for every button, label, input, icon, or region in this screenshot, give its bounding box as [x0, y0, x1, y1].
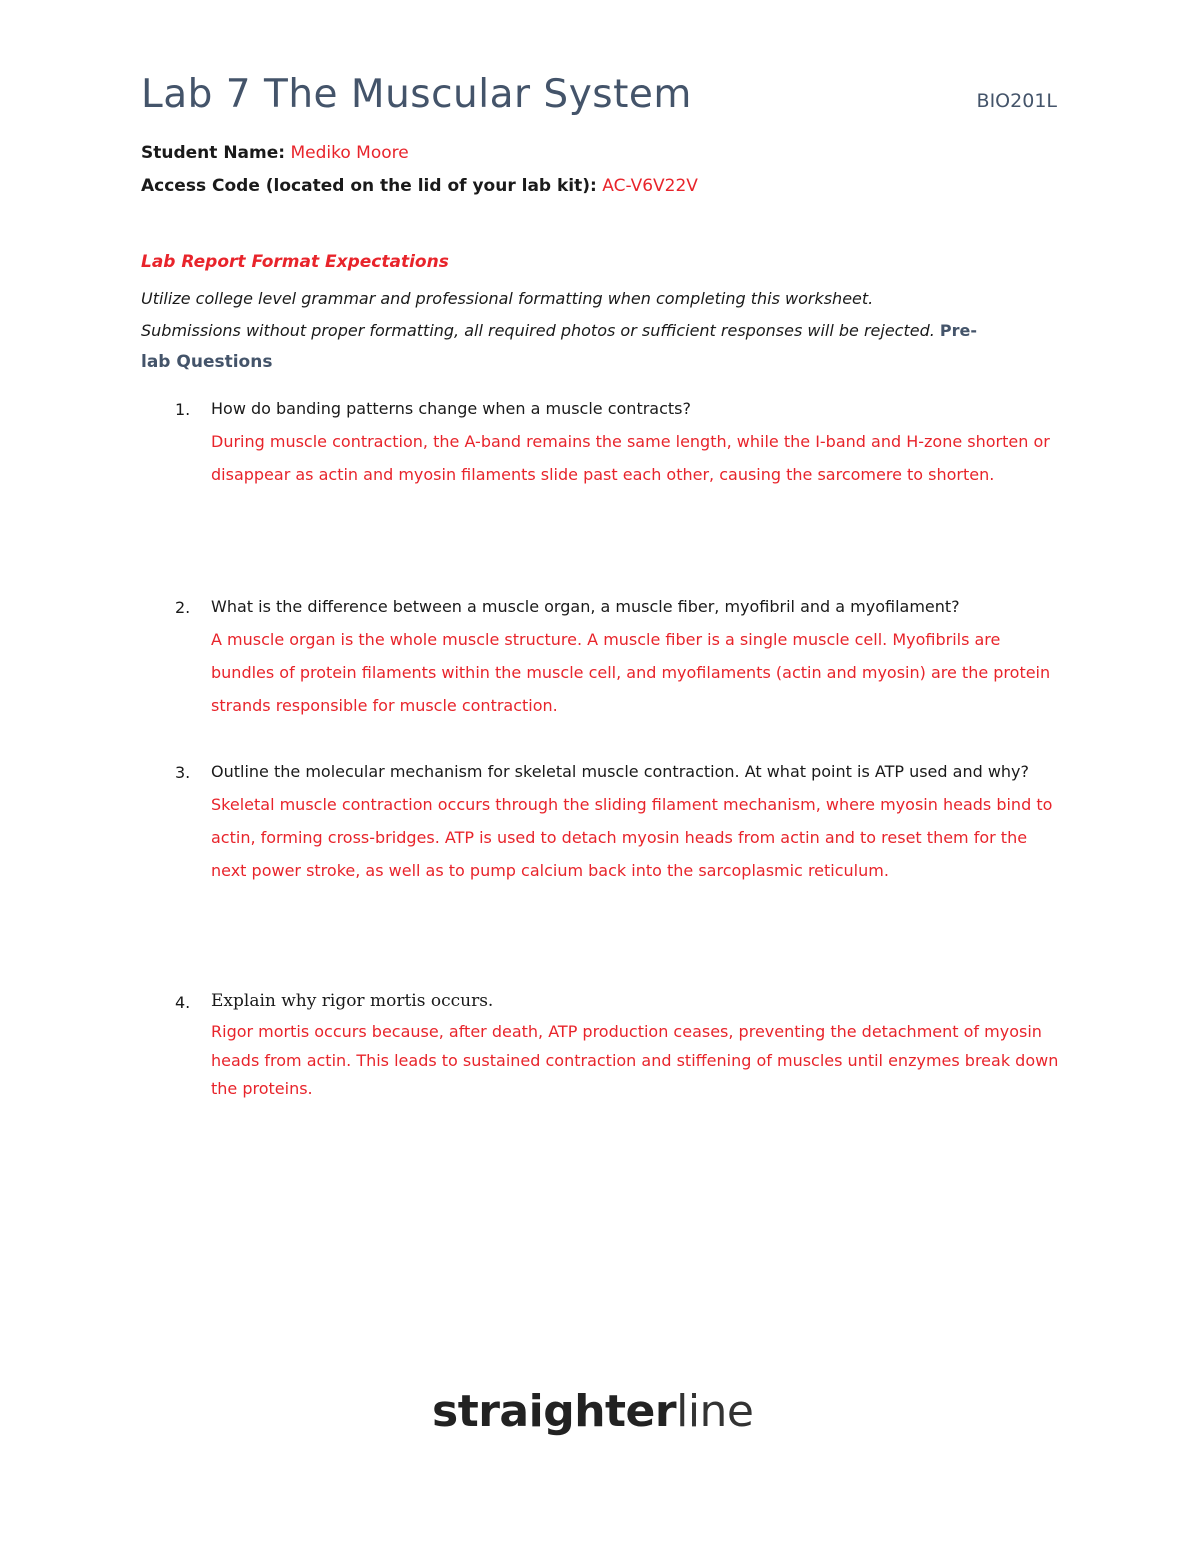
- logo-text-bold: straighter: [432, 1386, 677, 1437]
- course-code: BIO201L: [976, 90, 1057, 112]
- straighterline-logo: [432, 1386, 754, 1437]
- prelab-heading-part-2: lab Questions: [141, 352, 273, 372]
- answer-text: Rigor mortis occurs because, after death, ATP production ceases, preventing the detachment of myosin heads from actin. This leads to sustained contraction and stiffening of muscles until enzymes break down the proteins.: [211, 1022, 1059, 1098]
- student-name-line: [141, 143, 409, 163]
- question-item: [175, 598, 1065, 722]
- question-number: 3.: [175, 763, 191, 782]
- format-expectation-line-2: [141, 321, 977, 340]
- question-item: [175, 763, 1065, 887]
- question-text: What is the difference between a muscle organ, a muscle fiber, myofibril and a myofilament?: [211, 597, 960, 616]
- student-name-value: Mediko Moore: [290, 143, 409, 163]
- answer-text: Skeletal muscle contraction occurs through the sliding filament mechanism, where myosin heads bind to actin, forming cross-bridges. ATP is used to detach myosin heads from actin and to reset them for the next power stroke, as well as to pump calcium back into the sarcoplasmic reticulum.: [211, 795, 1053, 880]
- question-text: Outline the molecular mechanism for skeletal muscle contraction. At what point is ATP used and why?: [211, 762, 1030, 781]
- answer-text: A muscle organ is the whole muscle structure. A muscle fiber is a single muscle cell. Myofibrils are bundles of protein filaments within the muscle cell, and myofilaments (actin and myosin) are the protein strands responsible for muscle contraction.: [211, 630, 1051, 715]
- question-text: Explain why rigor mortis occurs.: [211, 991, 494, 1011]
- access-code-value: AC-V6V22V: [602, 176, 698, 196]
- format-expectation-line-1: Utilize college level grammar and professional formatting when completing this worksheet.: [141, 289, 874, 308]
- access-code-label: Access Code (located on the lid of your lab kit):: [141, 176, 597, 196]
- prelab-heading-part-1: Pre-: [939, 321, 978, 340]
- page-title: Lab 7 The Muscular System: [141, 72, 692, 117]
- student-name-label: Student Name:: [141, 143, 286, 163]
- question-item: [175, 993, 1065, 1104]
- access-code-line: [141, 176, 698, 196]
- question-number: 4.: [175, 993, 191, 1012]
- question-number: 2.: [175, 598, 191, 617]
- format-expectation-line-2-text: Submissions without proper formatting, all required photos or sufficient responses will be rejected.: [141, 321, 935, 340]
- logo-text-light: line: [676, 1386, 754, 1437]
- question-text: How do banding patterns change when a muscle contracts?: [211, 399, 691, 418]
- question-item: [175, 400, 1065, 491]
- question-number: 1.: [175, 400, 191, 419]
- answer-text: During muscle contraction, the A-band remains the same length, while the I-band and H-zone shorten or disappear as actin and myosin filaments slide past each other, causing the sarcomere to shorten.: [211, 432, 1050, 484]
- format-expectations-heading: Lab Report Format Expectations: [141, 252, 449, 272]
